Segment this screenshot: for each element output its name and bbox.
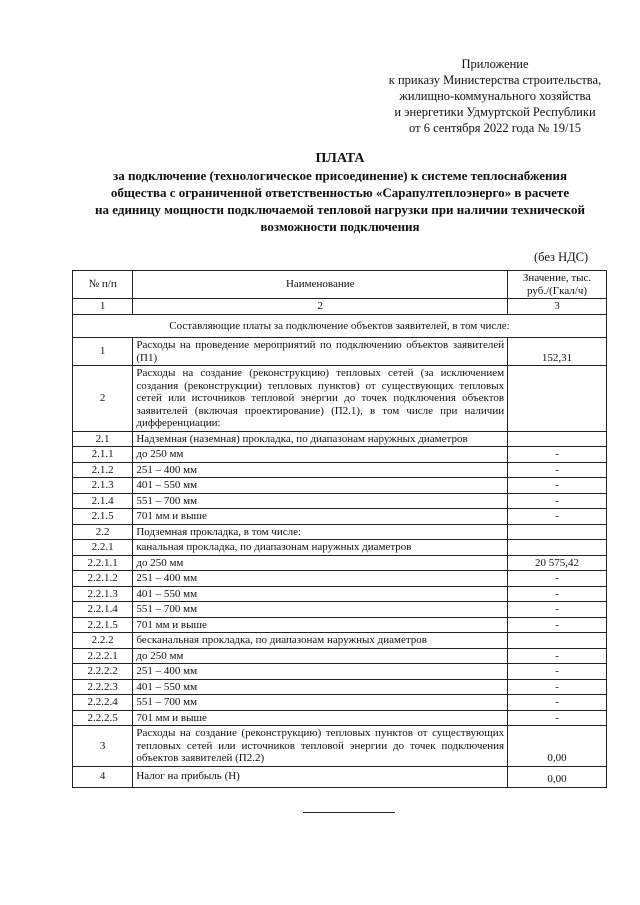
row-value: - [508, 617, 607, 633]
table-row [73, 540, 607, 556]
row-num: 4 [73, 766, 133, 787]
row-value: - [508, 447, 607, 463]
table-row [73, 431, 607, 447]
table-row [73, 524, 607, 540]
table-row [73, 710, 607, 726]
appendix-line: и энергетики Удмуртской Республики [394, 105, 596, 119]
row-name: 251 – 400 мм [133, 571, 508, 587]
row-value: 0,00 [508, 726, 607, 767]
footer-divider [303, 812, 395, 813]
row-num: 2.1 [73, 431, 133, 447]
row-value [508, 431, 607, 447]
row-value: - [508, 648, 607, 664]
row-num: 2.2.2.4 [73, 695, 133, 711]
row-name: бесканальная прокладка, по диапазонам наружных диаметров [133, 633, 508, 649]
row-num: 1 [73, 338, 133, 366]
row-value: - [508, 586, 607, 602]
row-name: 401 – 550 мм [133, 586, 508, 602]
row-value: - [508, 602, 607, 618]
row-name: Надземная (наземная) прокладка, по диапазонам наружных диаметров [133, 431, 508, 447]
row-num: 2.2.2.3 [73, 679, 133, 695]
header-name: Наименование [133, 271, 508, 299]
table-row [73, 366, 607, 432]
row-num: 2.1.3 [73, 478, 133, 494]
appendix-line: от 6 сентября 2022 года № 19/15 [409, 121, 581, 135]
row-num: 2 [73, 366, 133, 432]
row-num: 2.1.5 [73, 509, 133, 525]
row-num: 2.2.1.5 [73, 617, 133, 633]
row-num: 2.1.2 [73, 462, 133, 478]
appendix-header [370, 56, 620, 136]
table-header-row [73, 271, 607, 299]
row-name: 401 – 550 мм [133, 478, 508, 494]
row-value: - [508, 710, 607, 726]
table-row [73, 633, 607, 649]
subtitle-line: общества с ограниченной ответственностью «Сарапултеплоэнерго» в расчете [110, 185, 570, 200]
row-name: Расходы на проведение мероприятий по подключению объектов заявителей (П1) [133, 338, 508, 366]
row-value [508, 540, 607, 556]
table-row [73, 679, 607, 695]
row-num: 2.2.1.1 [73, 555, 133, 571]
table-row [73, 602, 607, 618]
subtitle-line: на единицу мощности подключаемой тепловой нагрузки при наличии технической [95, 202, 585, 217]
table-row [73, 555, 607, 571]
row-value: - [508, 679, 607, 695]
row-value: - [508, 664, 607, 680]
row-name: Налог на прибыль (Н) [133, 766, 508, 787]
row-name: 551 – 700 мм [133, 493, 508, 509]
appendix-line: жилищно-коммунального хозяйства [399, 89, 591, 103]
row-name: 551 – 700 мм [133, 602, 508, 618]
table-row [73, 586, 607, 602]
section-caption-row [73, 314, 607, 338]
header-value: Значение, тыс. руб./(Гкал/ч) [508, 271, 607, 299]
column-index-row [73, 299, 607, 315]
row-name: 701 мм и выше [133, 710, 508, 726]
appendix-line: к приказу Министерства строительства, [388, 73, 602, 87]
row-name: 701 мм и выше [133, 509, 508, 525]
row-num: 2.2.2.1 [73, 648, 133, 664]
row-num: 2.1.4 [73, 493, 133, 509]
row-value [508, 524, 607, 540]
table-row [73, 617, 607, 633]
vat-note: (без НДС) [534, 250, 589, 264]
table-row [73, 462, 607, 478]
row-value [508, 366, 607, 432]
row-num: 2.2 [73, 524, 133, 540]
row-name: Расходы на создание (реконструкцию) тепловых сетей (за исключением создания (реконструкции) тепловых пунктов) от существующих тепловых сетей или источников тепловой энергии до точек подключения объектов заявителей (включая проектирование) (П2.1), в том числе при наличии дифференциации: [133, 366, 508, 432]
row-value: - [508, 493, 607, 509]
table-row [73, 338, 607, 366]
row-value: - [508, 478, 607, 494]
row-num: 2.2.2 [73, 633, 133, 649]
table-row [73, 766, 607, 787]
row-value: - [508, 509, 607, 525]
document-subtitle [60, 167, 620, 235]
row-value [508, 633, 607, 649]
row-num: 2.2.1 [73, 540, 133, 556]
col-index: 1 [73, 299, 133, 315]
row-name: 251 – 400 мм [133, 462, 508, 478]
appendix-line: Приложение [461, 57, 529, 71]
table-row [73, 493, 607, 509]
table-row [73, 571, 607, 587]
table-row [73, 648, 607, 664]
row-name: канальная прокладка, по диапазонам наружных диаметров [133, 540, 508, 556]
row-value: 0,00 [508, 766, 607, 787]
header-num: № п/п [73, 271, 133, 299]
section-caption: Составляющие платы за подключение объектов заявителей, в том числе: [73, 314, 607, 338]
subtitle-line: возможности подключения [260, 219, 420, 234]
row-name: до 250 мм [133, 555, 508, 571]
row-num: 2.2.2.5 [73, 710, 133, 726]
row-value: - [508, 695, 607, 711]
row-value: 152,31 [508, 338, 607, 366]
row-value: - [508, 571, 607, 587]
row-num: 2.2.1.4 [73, 602, 133, 618]
table-row [73, 726, 607, 767]
row-num: 2.2.1.3 [73, 586, 133, 602]
table-row [73, 478, 607, 494]
row-name: 701 мм и выше [133, 617, 508, 633]
row-num: 2.2.2.2 [73, 664, 133, 680]
row-value: 20 575,42 [508, 555, 607, 571]
document-title: ПЛАТА [315, 151, 365, 166]
table-row [73, 695, 607, 711]
row-value: - [508, 462, 607, 478]
col-index: 2 [133, 299, 508, 315]
row-name: Расходы на создание (реконструкцию) тепловых пунктов от существующих тепловых сетей или источников тепловой энергии до точек подключения объектов заявителей (П2.2) [133, 726, 508, 767]
tariff-table [72, 270, 607, 788]
row-name: до 250 мм [133, 447, 508, 463]
table-row [73, 509, 607, 525]
row-name: 251 – 400 мм [133, 664, 508, 680]
row-name: 401 – 550 мм [133, 679, 508, 695]
subtitle-line: за подключение (технологическое присоединение) к системе теплоснабжения [112, 168, 568, 183]
table-row [73, 664, 607, 680]
row-num: 3 [73, 726, 133, 767]
row-name: Подземная прокладка, в том числе: [133, 524, 508, 540]
row-num: 2.1.1 [73, 447, 133, 463]
row-num: 2.2.1.2 [73, 571, 133, 587]
table-row [73, 447, 607, 463]
row-name: 551 – 700 мм [133, 695, 508, 711]
col-index: 3 [508, 299, 607, 315]
row-name: до 250 мм [133, 648, 508, 664]
